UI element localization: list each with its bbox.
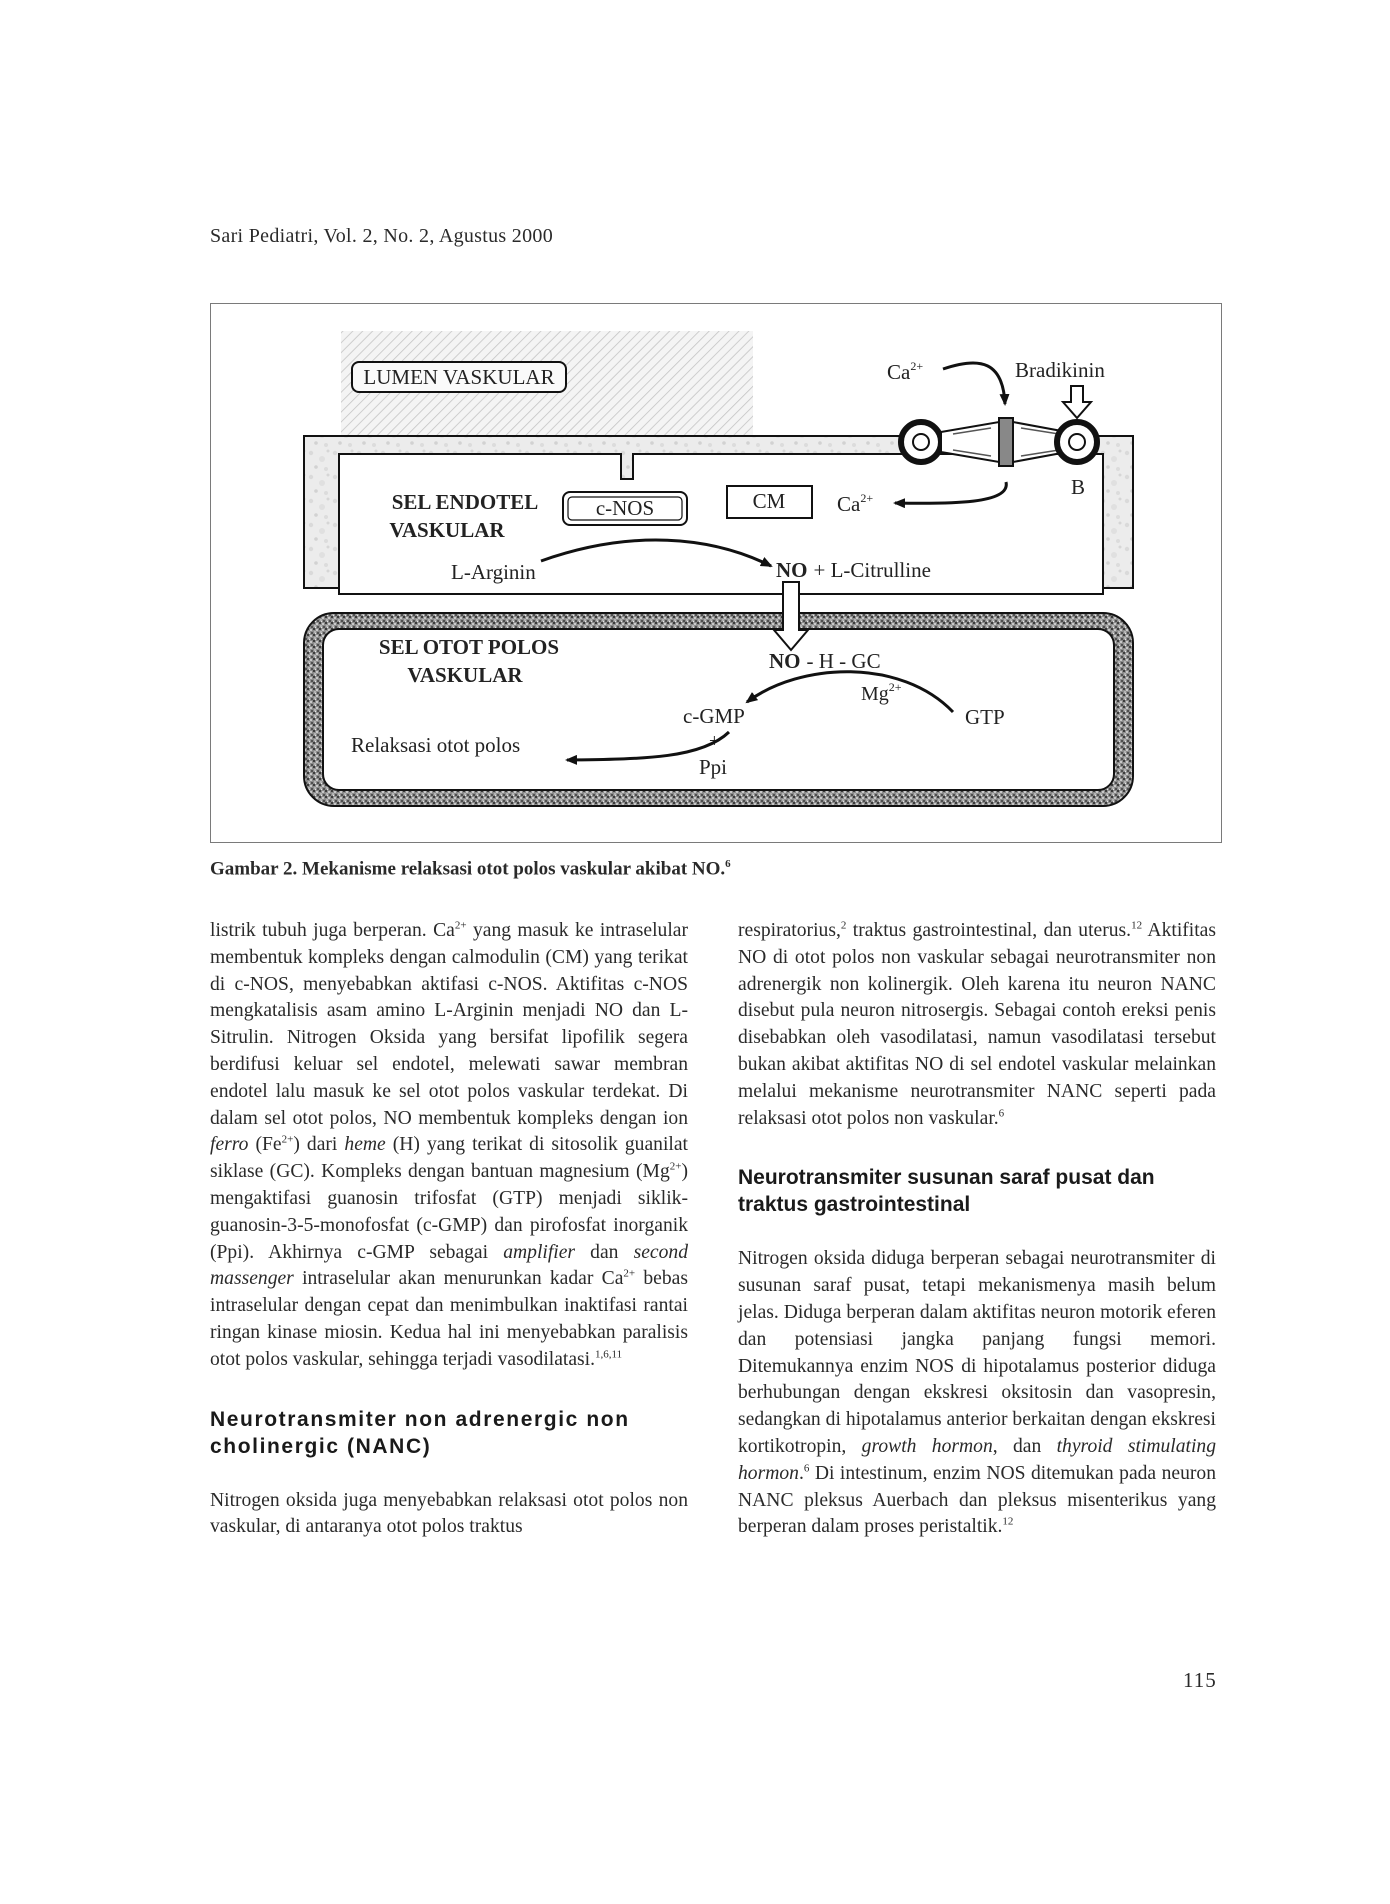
right-paragraph-1: respiratorius,$^2$ traktus gastrointestinal, dan uterus.$^{12}$ Aktifitas NO di otot polos non vaskular sebagai neurotransmiter non adrenergik non kolinergik. Oleh karena itu neuron NANC disebut pula neuron nitrosergis. Sebagai contoh ereksi penis disebabkan oleh vasodilatasi, namun vasodilatasi tersebut bukan akibat aktifitas NO di sel endotel vaskular melainkan melalui mekanisme neurotransmiter NANC seperti pada relaksasi otot polos non vaskular.$^6$: [738, 919, 1216, 1129]
cgmp-label: c-GMP: [683, 704, 745, 728]
running-head: Sari Pediatri, Vol. 2, No. 2, Agustus 2000: [210, 225, 553, 247]
figure-diagram: [211, 304, 1223, 844]
right-paragraph-2: Nitrogen oksida diduga berperan sebagai neurotransmiter di susunan saraf pusat, tetapi mekanismenya masih belum jelas. Diduga berperan dalam aktifitas neuron motorik eferen dan potensiasi jangka panjang fungsi memori. Ditemukannya enzim NOS di hipotalamus posterior diduga berhubungan dengan ekskresi oksitosin dan vasopresin, sedangkan di hipotalamus anterior berkaitan dengan ekskresi kortikotropin, growth hormon, dan thyroid stimulating hormon.$^6$ Di intestinum, enzim NOS ditemukan pada neuron NANC pleksus Auerbach dan pleksus misenterikus yang berperan dalam proses peristaltik.$^{12}$: [738, 1248, 1216, 1538]
endotel-label-line2: VASKULAR: [389, 518, 505, 542]
bradikinin-label: Bradikinin: [1015, 358, 1105, 382]
no-citrulline-label: NO + L-Citrulline: [776, 558, 931, 582]
mg-label: $Mg^{2+}$: [861, 680, 902, 705]
plus-label: +: [709, 731, 720, 752]
right-column: [738, 918, 1216, 1541]
left-paragraph-1: listrik tubuh juga berperan. $Ca^{2+}$ yang masuk ke intraselular membentuk kompleks dengan calmodulin (CM) yang terikat di c-NOS, menyebabkan aktifasi c-NOS. Aktifitas c-NOS mengkatalisis asam amino L-Arginin menjadi NO dan L-Sitrulin. Nitrogen Oksida yang bersifat lipofilik segera berdifusi keluar sel endotel, melewati sawar membran endotel lalu masuk ke sel otot polos vaskular terdekat. Di dalam sel otot polos, NO membentuk kompleks dengan ion ferro $(Fe^{2+})$ dari heme (H) yang terikat di sitosolik guanilat siklase (GC). Kompleks dengan bantuan magnesium $(Mg^{2+})$ mengaktifasi guanosin trifosfat (GTP) menjadi siklik-guanosin-3-5-monofosfat (c-GMP) dan pirofosfat inorganik (Ppi). Akhirnya c-GMP sebagai amplifier dan second massenger intraselular akan menurunkan kadar $Ca^{2+}$ bebas intraselular dengan cepat dan menimbulkan inaktifasi rantai ringan kinase miosin. Kedua hal ini menyebabkan paralisis otot polos vaskular, sehingga terjadi vasodilatasi.$^{1,6,11}$: [210, 919, 688, 1370]
left-column: [210, 918, 688, 1541]
bradikinin-arrow: [1063, 386, 1091, 418]
cm-label: CM: [752, 489, 786, 513]
l-arginin-label: L-Arginin: [451, 560, 536, 584]
endotel-label-line1: SEL ENDOTEL: [391, 490, 539, 514]
left-section-heading: Neurotransmiter non adrenergic non cholinergic (NANC): [210, 1407, 630, 1458]
lumen-label: LUMEN VASKULAR: [363, 365, 555, 389]
receptor-b-label: B: [1071, 475, 1086, 499]
gtp-label: GTP: [965, 705, 1005, 729]
figure-2: [210, 303, 1222, 843]
ca-inner-label: $Ca^{2+}$: [837, 491, 874, 516]
page-number: 115: [1183, 1668, 1217, 1692]
ca-entry-arrow: [943, 363, 1005, 404]
receptor-channel-complex: [901, 418, 1097, 466]
otot-label-line1: SEL OTOT POLOS: [378, 635, 560, 659]
no-hgc-label: NO - H - GC: [769, 649, 881, 673]
left-paragraph-2: Nitrogen oksida juga menyebabkan relaksasi otot polos non vaskular, di antaranya otot polos traktus: [210, 1489, 688, 1538]
cnos-label: c-NOS: [595, 496, 655, 520]
relaksasi-label: Relaksasi otot polos: [351, 733, 521, 757]
ppi-label: Ppi: [699, 755, 728, 779]
ca-outer-label: $Ca^{2+}$: [887, 359, 924, 384]
right-section-heading: Neurotransmiter susunan saraf pusat dan traktus gastrointestinal: [738, 1166, 1155, 1217]
otot-label-line2: VASKULAR: [407, 663, 523, 687]
figure-caption: Gambar 2. Mekanisme relaksasi otot polos vaskular akibat NO.$^6$: [210, 858, 731, 880]
